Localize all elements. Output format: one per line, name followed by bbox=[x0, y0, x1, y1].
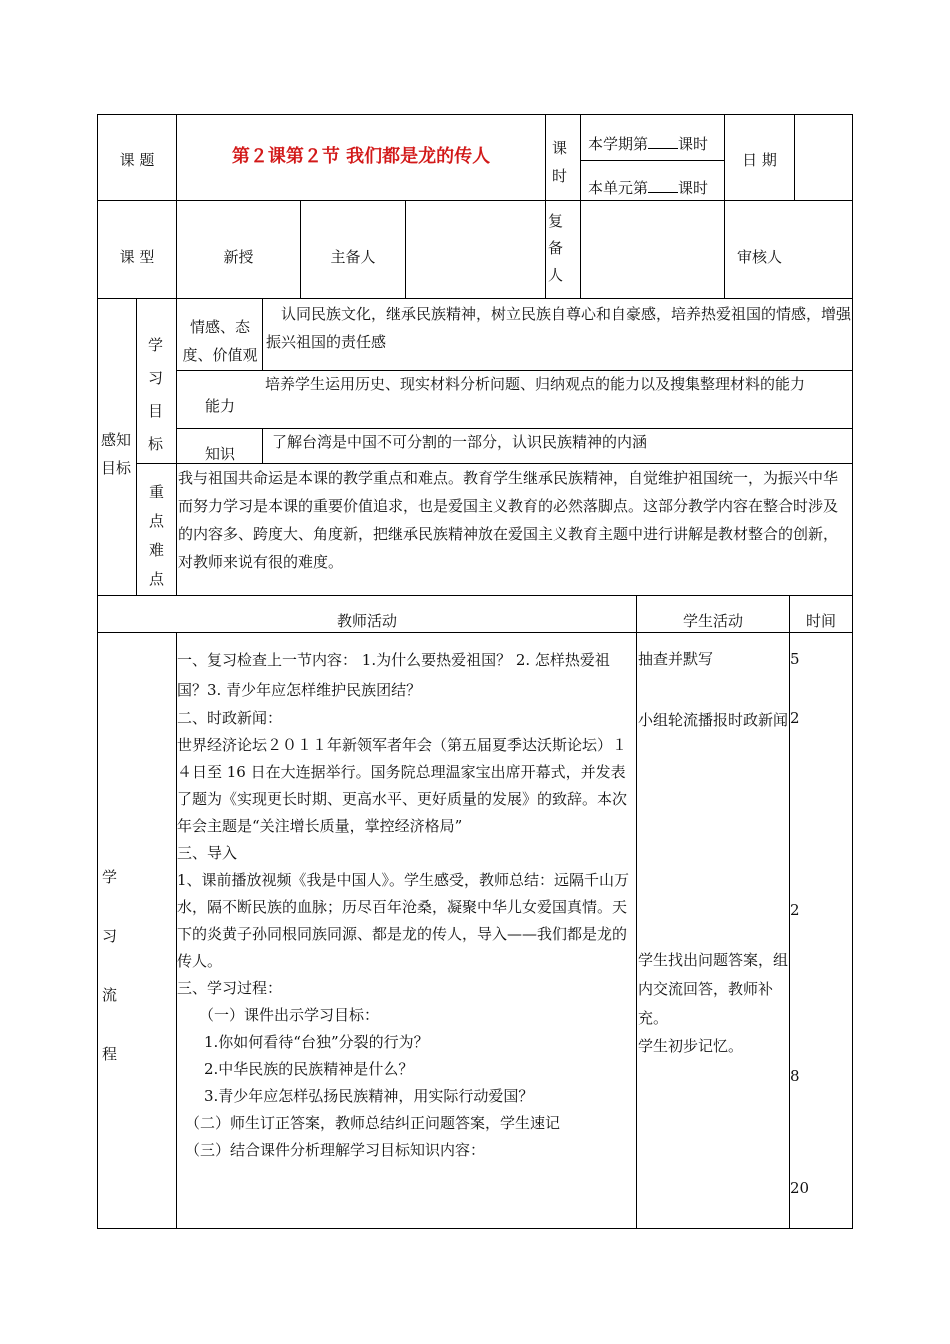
key-points-body: 我与祖国共命运是本课的教学重点和难点。教育学生继承民族精神，自觉维护祖国统一，为振兴中华而努力学习是本课的重要价值追求，也是爱国主义教育的必然落脚点。这部分教学内容在整合时涉及的内容多、跨度大、角度新，把继承民族精神放在爱国主义教育主题中进行讲解是教材整合的创新，对教师来说有很的难度。 bbox=[178, 469, 839, 571]
date-label: 日 期 bbox=[742, 151, 777, 169]
time-header: 时间 bbox=[805, 612, 836, 630]
term-hours-blank[interactable] bbox=[648, 134, 678, 149]
time-value: 2 bbox=[790, 709, 800, 727]
type-label: 课 型 bbox=[119, 248, 155, 266]
teacher-line: 三、学习过程： bbox=[177, 979, 283, 997]
emotion-text: 认同民族文化，继承民族精神，树立民族自尊心和自豪感，培养热爱祖国的情感，增强振兴祖国的责任感 bbox=[266, 305, 852, 351]
teacher-activity-header: 教师活动 bbox=[336, 612, 397, 630]
teacher-line: 3.青少年应怎样弘扬民族精神，用实际行动爱国？ bbox=[204, 1087, 534, 1105]
term-suffix: 课时 bbox=[678, 135, 709, 153]
perception-goals-label bbox=[101, 426, 135, 482]
learning-goals-label bbox=[148, 329, 168, 461]
key-points-text: 重点难点 bbox=[149, 483, 165, 588]
teacher-line: （二）师生订正答案，教师总结纠正问题答案，学生速记 bbox=[185, 1114, 561, 1132]
topic-label: 课 题 bbox=[119, 151, 155, 169]
teacher-activity-content bbox=[177, 645, 635, 1164]
time-value: 8 bbox=[790, 1067, 800, 1085]
ability-label: 能力 bbox=[204, 397, 235, 415]
copreparer-label bbox=[548, 208, 578, 289]
preparer-value[interactable] bbox=[406, 201, 545, 298]
unit-hours-blank[interactable] bbox=[648, 178, 678, 193]
key-points-label bbox=[149, 478, 169, 594]
emotion-label-text: 情感、态度、价值观 bbox=[182, 318, 258, 364]
teacher-line: （三）结合课件分析理解学习目标知识内容： bbox=[185, 1141, 486, 1159]
knowledge-text: 了解台湾是中国不可分割的一部分，认识民族精神的内涵 bbox=[272, 433, 648, 451]
unit-suffix: 课时 bbox=[678, 179, 709, 197]
time-value: 2 bbox=[790, 901, 800, 919]
copreparer-value[interactable] bbox=[581, 201, 724, 298]
emotion-label bbox=[180, 313, 260, 369]
ability-text: 培养学生运用历史、现实材料分析问题、归纳观点的能力以及搜集整理材料的能力 bbox=[265, 375, 806, 393]
student-activity-2: 小组轮流播报时政新闻 bbox=[638, 711, 789, 729]
student-activity-1: 抽查并默写 bbox=[638, 650, 714, 668]
time-value: 5 bbox=[790, 650, 800, 668]
teacher-line: 三、导入 bbox=[177, 844, 238, 862]
unit-hours-field bbox=[588, 174, 724, 202]
knowledge-label: 知识 bbox=[204, 445, 235, 463]
student-activity-3: 学生找出问题答案，组内交流回答，教师补充。 bbox=[638, 951, 789, 1027]
teacher-line: 1、课前播放视频《我是中国人》。学生感受，教师总结：远隔千山万水，隔不断民族的血脉；历尽百年沧桑，凝聚中华儿女爱国真情。天下的炎黄子孙同根同族同源、都是龙的传人，导入——我们都是龙的传人。 bbox=[177, 871, 630, 970]
type-value: 新授 bbox=[223, 248, 254, 266]
teacher-line: 1.你如何看待“台独”分裂的行为？ bbox=[204, 1033, 429, 1051]
reviewer-label: 审核人 bbox=[736, 248, 782, 266]
term-prefix: 本学期第 bbox=[588, 135, 649, 153]
date-value[interactable] bbox=[795, 115, 852, 200]
lesson-title: 第２课第２节 我们都是龙的传人 bbox=[231, 146, 491, 167]
copreparer-label-text: 复备人 bbox=[548, 212, 564, 284]
preparer-label: 主备人 bbox=[330, 248, 376, 266]
time-value: 20 bbox=[790, 1179, 810, 1197]
learning-process-label bbox=[102, 848, 124, 1084]
term-hours-field bbox=[588, 130, 724, 158]
perception-goals-text: 感知目标 bbox=[101, 431, 132, 477]
teacher-line: 2.中华民族的民族精神是什么？ bbox=[204, 1060, 414, 1078]
learning-goals-text: 学习目标 bbox=[148, 336, 164, 453]
unit-prefix: 本单元第 bbox=[588, 179, 649, 197]
teacher-line: 世界经济论坛２０１１年新领军者年会（第五届夏季达沃斯论坛）１４日至 16 日在大连据举行。国务院总理温家宝出席开幕式，并发表了题为《实现更长时期、更高水平、更好质量的发展》的致辞。本次年会主题是“关注增长质量，掌控经济格局” bbox=[177, 736, 628, 835]
student-activity-4: 学生初步记忆。 bbox=[638, 1037, 744, 1055]
teacher-line: （一）课件出示学习目标： bbox=[199, 1006, 380, 1024]
teacher-line: 二、时政新闻： bbox=[177, 709, 283, 727]
hours-label bbox=[552, 134, 574, 190]
teacher-line: 一、复习检查上一节内容： 1.为什么要热爱祖国？ 2. 怎样热爱祖国？3. 青少年应怎样维护民族团结？ bbox=[177, 651, 610, 699]
learning-process-text: 学习流程 bbox=[102, 868, 118, 1063]
hours-label-text: 课时 bbox=[552, 139, 568, 185]
student-activity-header: 学生活动 bbox=[682, 612, 743, 630]
